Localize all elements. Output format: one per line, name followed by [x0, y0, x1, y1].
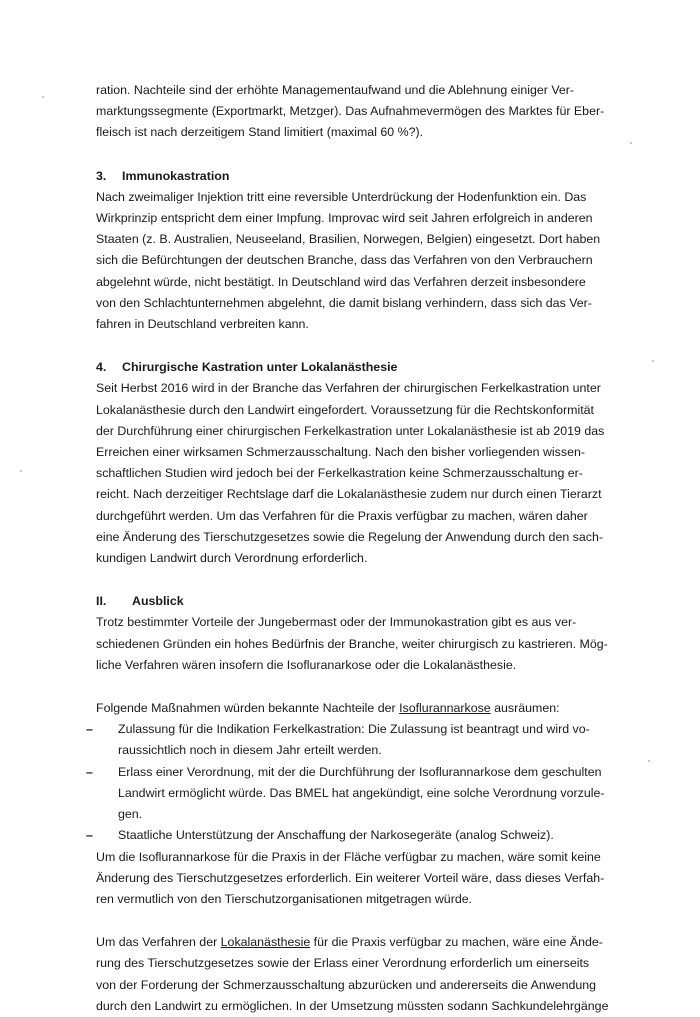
- intro-paragraph: [96, 80, 612, 144]
- document-body: [96, 80, 612, 1017]
- text-line: abgelehnt würde, nicht bestätigt. In Deutschland wird das Verfahren derzeit insbesondere: [96, 274, 586, 289]
- text-line: sich die Befürchtungen der deutschen Branche, dass das Verfahren von den Verbrauchern: [96, 253, 593, 268]
- scan-speck: [42, 96, 44, 98]
- section-title: Ausblick: [132, 594, 184, 609]
- measures-list: [96, 719, 612, 846]
- section-4-paragraph: [96, 378, 612, 569]
- section-number: 3.: [96, 168, 107, 183]
- text-line: eine Änderung des Tierschutzgesetzes sowie die Regelung der Anwendung durch den sach-: [96, 529, 603, 544]
- text-line: Staaten (z. B. Australien, Neuseeland, Brasilien, Norwegen, Belgien) eingesetzt. Dort haben: [96, 232, 601, 247]
- text-line: Nach zweimaliger Injektion tritt eine reversible Unterdrückung der Hodenfunktion ein. Das: [96, 189, 587, 204]
- text-line: marktungssegmente (Exportmarkt, Metzger). Das Aufnahmevermögen des Marktes für Eber-: [96, 104, 605, 119]
- text-line: rung des Tierschutzgesetzes sowie der Erlass einer Verordnung erforderlich um einerseits: [96, 956, 590, 971]
- text-line: fleisch ist nach derzeitigem Stand limitiert (maximal 60 %?).: [96, 125, 424, 140]
- list-item: [96, 825, 612, 846]
- closing-paragraph: [96, 932, 612, 1017]
- section-number: 4.: [96, 360, 107, 375]
- text-line: gen.: [118, 807, 143, 822]
- text-line: von den Schlachtunternehmen abgelehnt, die damit bislang verhindern, dass sich das Ver-: [96, 295, 592, 310]
- isoflurannarkose-underlined: Isoflurannarkose: [399, 701, 491, 716]
- section-title: Immunokastration: [122, 168, 230, 183]
- section-title: Chirurgische Kastration unter Lokalanästhesie: [122, 360, 398, 375]
- text-line: ren vermutlich von den Tierschutzorganisationen mitgetragen würde.: [96, 891, 473, 906]
- text-line: – Staatliche Unterstützung der Anschaffung der Narkosegeräte (analog Schweiz).: [118, 828, 554, 843]
- scan-speck: [652, 360, 654, 362]
- text-line: liche Verfahren wären insofern die Isofluranarkose oder die Lokalanästhesie.: [96, 657, 517, 672]
- section-number: II.: [96, 594, 107, 609]
- text-line: Um die Isoflurannarkose für die Praxis in der Fläche verfügbar zu machen, wäre somit keine: [96, 849, 601, 864]
- text-line: Um das Verfahren der Lokalanästhesie für die Praxis verfügbar zu machen, wäre eine Ände-: [96, 935, 603, 950]
- lokalanaesthesie-underlined: Lokalanästhesie: [220, 935, 311, 950]
- section-3-heading: [96, 166, 612, 187]
- text-line: – Zulassung für die Indikation Ferkelkastration: Die Zulassung ist beantragt und wird vo-: [118, 722, 590, 737]
- list-item: [96, 719, 612, 761]
- section-ii-heading: [96, 591, 612, 612]
- text-line: reicht. Nach derzeitiger Rechtslage darf die Lokalanästhesie zudem nur durch einen Tierarzt: [96, 487, 602, 502]
- text-line: fahren in Deutschland verbreiten kann.: [96, 317, 309, 332]
- text-line: ration. Nachteile sind der erhöhte Managementaufwand und die Ablehnung einiger Ver-: [96, 83, 575, 97]
- text-line: Wirkprinzip entspricht dem einer Impfung. Improvac wird seit Jahren erfolgreich in anderen: [96, 211, 593, 226]
- text-line: Änderung des Tierschutzgesetzes erforderlich. Ein weiterer Vorteil wäre, dass dieses Verfah-: [96, 870, 605, 885]
- text-line: Erreichen einer wirksamen Schmerzausschaltung. Nach den bisher vorliegenden wissen-: [96, 445, 585, 460]
- measures-conclusion: [96, 847, 612, 911]
- text-line: kundigen Landwirt durch Verordnung erforderlich.: [96, 551, 368, 566]
- section-ii-paragraph: [96, 612, 612, 676]
- text-line: schiedenen Gründen ein hohes Bedürfnis der Branche, weiter chirurgisch zu kastrieren. Mög-: [96, 636, 608, 651]
- text-line: schaftlichen Studien wird jedoch bei der Ferkelkastration keine Schmerzausschaltung er-: [96, 466, 583, 481]
- text-line: durch den Landwirt zu ermöglichen. In der Umsetzung müssten sodann Sachkundelehrgänge: [96, 998, 609, 1013]
- measures-intro: Folgende Maßnahmen würden bekannte Nachteile der Isoflurannarkose ausräumen:: [96, 701, 560, 716]
- text-line: Trotz bestimmter Vorteile der Jungebermast oder der Immunokastration gibt es aus ver-: [96, 615, 577, 630]
- text-line: von der Forderung der Schmerzausschaltung abzurücken und andererseits die Anwendung: [96, 977, 597, 992]
- text-line: Lokalanästhesie durch den Landwirt eingefordert. Voraussetzung für die Rechtskonformität: [96, 402, 594, 417]
- text-line: raussichtlich noch in diesem Jahr erteilt werden.: [118, 743, 382, 758]
- section-3-paragraph: [96, 187, 612, 335]
- text-line: Seit Herbst 2016 wird in der Branche das Verfahren der chirurgischen Ferkelkastration unter: [96, 381, 601, 396]
- text-line: Landwirt ermöglicht würde. Das BMEL hat angekündigt, eine solche Verordnung vorzule-: [118, 785, 605, 800]
- text-line: – Erlass einer Verordnung, mit der die Durchführung der Isoflurannarkose dem geschulten: [118, 764, 602, 779]
- scan-speck: [648, 760, 650, 762]
- text-line: der Durchführung einer chirurgischen Ferkelkastration unter Lokalanästhesie ist ab 2019 das: [96, 423, 605, 438]
- section-4-heading: [96, 357, 612, 378]
- scan-speck: [630, 142, 632, 144]
- text-line: durchgeführt werden. Um das Verfahren für die Praxis verfügbar zu machen, wären daher: [96, 508, 588, 523]
- list-item: [96, 762, 612, 826]
- scan-speck: [20, 470, 22, 472]
